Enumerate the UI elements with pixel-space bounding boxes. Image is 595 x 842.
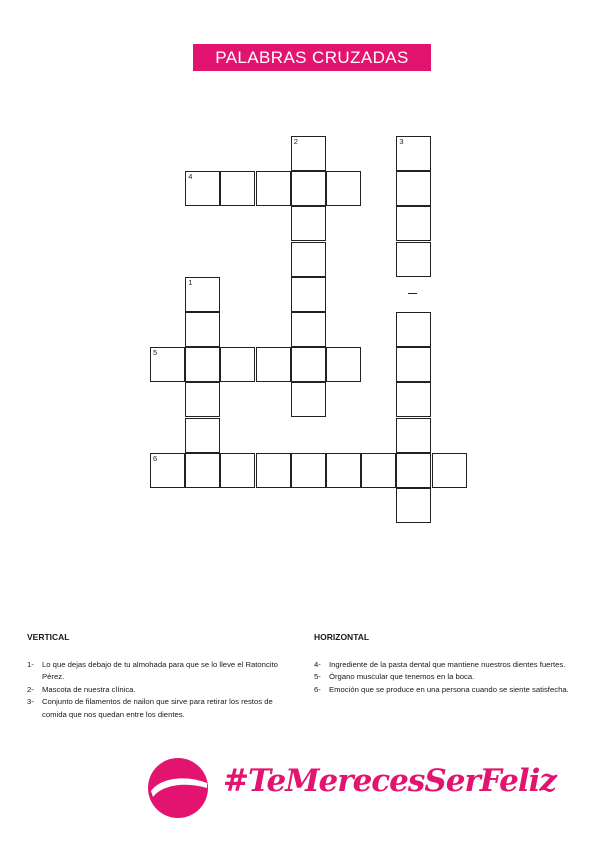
clue-text: Órgano muscular que tenemos en la boca. [329, 672, 475, 682]
cell-number: 2 [293, 137, 298, 146]
grid-cell[interactable] [396, 312, 431, 347]
cell-number: 4 [188, 172, 193, 182]
grid-cell[interactable] [185, 347, 220, 382]
stray-mark [408, 293, 417, 294]
vertical-clues [27, 632, 285, 721]
page-title: PALABRAS CRUZADAS [193, 44, 431, 71]
grid-cell[interactable] [291, 171, 326, 206]
grid-cell[interactable] [256, 453, 291, 488]
grid-cell[interactable] [150, 453, 185, 488]
grid-cell[interactable] [291, 136, 326, 171]
grid-cell[interactable] [291, 242, 326, 277]
vertical-clue [27, 684, 285, 696]
grid-cell[interactable] [150, 347, 185, 382]
clue-text: Lo que dejas debajo de tu almohada para que se lo lleve el Ratoncito Pérez. [42, 660, 278, 682]
grid-cell[interactable] [185, 453, 220, 488]
grid-cell[interactable] [185, 312, 220, 347]
clue-text: Emoción que se produce en una persona cuando se siente satisfecha. [329, 684, 569, 694]
horizontal-clues [314, 632, 582, 696]
grid-cell[interactable] [291, 453, 326, 488]
grid-cell[interactable] [396, 136, 431, 171]
horizontal-clue [314, 671, 582, 683]
horizontal-clue [314, 659, 582, 671]
grid-cell[interactable] [396, 418, 431, 453]
vertical-heading: VERTICAL [27, 632, 70, 642]
smile-logo-icon [147, 757, 209, 819]
grid-cell[interactable] [220, 347, 255, 382]
grid-cell[interactable] [291, 382, 326, 417]
clue-number: 5- [314, 672, 321, 682]
grid-cell[interactable] [291, 347, 326, 382]
clue-number: 1- [27, 660, 34, 669]
grid-cell[interactable] [396, 206, 431, 241]
clue-text: Mascota de nuestra clínica. [42, 684, 136, 694]
horizontal-heading: HORIZONTAL [314, 632, 370, 642]
grid-cell[interactable] [396, 488, 431, 523]
grid-cell[interactable] [220, 171, 255, 206]
grid-cell[interactable] [256, 171, 291, 206]
grid-cell[interactable] [326, 453, 361, 488]
grid-cell[interactable] [396, 242, 431, 277]
grid-cell[interactable] [291, 312, 326, 347]
clue-number: 6- [314, 684, 321, 694]
vertical-clue [27, 696, 285, 721]
horizontal-clue [314, 684, 582, 696]
grid-cell[interactable] [185, 171, 220, 206]
cell-number: 1 [188, 277, 193, 287]
grid-cell[interactable] [432, 453, 467, 488]
clue-text: Ingrediente de la pasta dental que mantiene nuestros dientes fuertes. [329, 660, 566, 669]
clue-number: 4- [314, 660, 321, 669]
cell-number: 3 [399, 137, 404, 146]
grid-cell[interactable] [185, 382, 220, 417]
grid-cell[interactable] [256, 347, 291, 382]
grid-cell[interactable] [220, 453, 255, 488]
grid-cell[interactable] [396, 347, 431, 382]
grid-cell[interactable] [185, 418, 220, 453]
cell-number: 6 [153, 453, 158, 463]
grid-cell[interactable] [396, 171, 431, 206]
grid-cell[interactable] [291, 277, 326, 312]
grid-cell[interactable] [326, 171, 361, 206]
vertical-clue [27, 659, 285, 684]
grid-cell[interactable] [396, 382, 431, 417]
grid-cell[interactable] [361, 453, 396, 488]
grid-cell[interactable] [396, 453, 431, 488]
grid-cell[interactable] [326, 347, 361, 382]
clue-number: 3- [27, 697, 34, 707]
clue-text: Conjunto de filamentos de nailon que sirve para retirar los restos de comida que nos quedan entre los dientes. [42, 697, 273, 719]
grid-cell[interactable] [291, 206, 326, 241]
hashtag: #TeMerecesSerFeliz [223, 763, 556, 799]
cell-number: 5 [153, 348, 158, 358]
clue-number: 2- [27, 684, 34, 694]
grid-cell[interactable] [185, 277, 220, 312]
